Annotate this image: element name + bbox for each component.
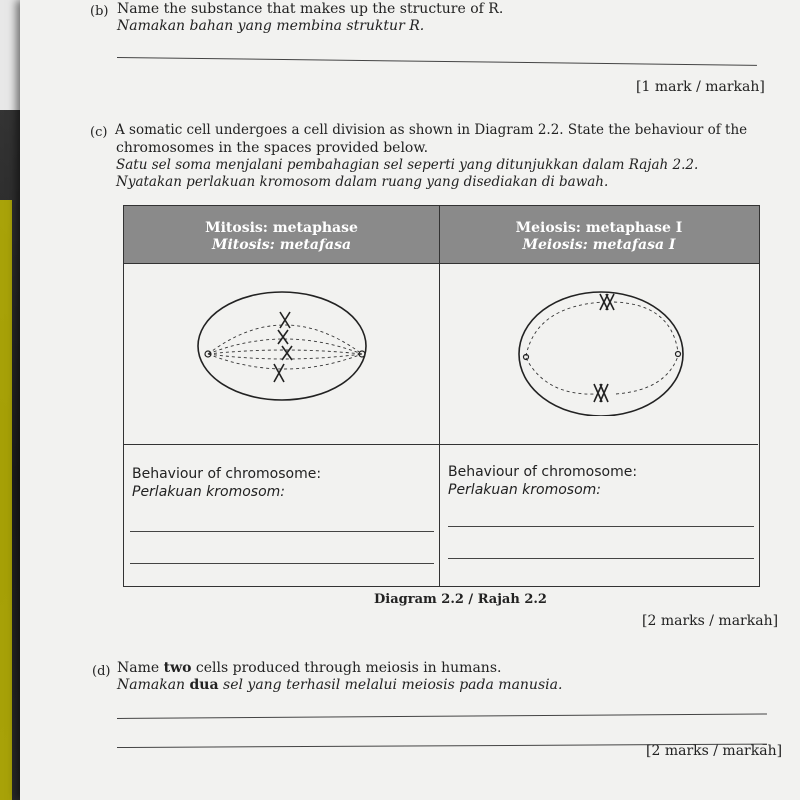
mitosis-behaviour-label-en: Behaviour of chromosome: xyxy=(132,466,322,482)
question-d-ms-post: sel yang terhasil melalui meiosis pada manusia. xyxy=(218,677,563,693)
mitosis-behaviour-label-ms: Perlakuan kromosom: xyxy=(132,484,286,500)
meiosis-answer-line-1[interactable] xyxy=(448,526,754,527)
mitosis-answer-line-2[interactable] xyxy=(130,563,434,564)
question-d-en-post: cells produced through meiosis in humans. xyxy=(191,660,502,676)
marks-c: [2 marks / markah] xyxy=(642,613,779,629)
background-pencil xyxy=(0,200,12,800)
table-header-meiosis xyxy=(439,206,759,264)
question-d-en-pre: Name xyxy=(117,660,164,676)
question-b-text-en: Name the substance that makes up the structure of R. xyxy=(117,1,504,17)
question-b-text-ms: Namakan bahan yang membina struktur R. xyxy=(117,18,425,34)
table-header-mitosis xyxy=(124,206,439,264)
meiosis-behaviour-label-ms: Perlakuan kromosom: xyxy=(448,482,602,498)
header-meiosis-en: Meiosis: metaphase I xyxy=(515,220,683,236)
mitosis-metaphase-cell-drawing xyxy=(194,284,374,402)
mitosis-answer-line-1[interactable] xyxy=(130,531,434,532)
question-c-text-en-1: A somatic cell undergoes a cell division as shown in Diagram 2.2. State the behaviour of the xyxy=(115,122,748,138)
meiosis-metaphase-i-cell-drawing xyxy=(516,286,686,416)
marks-b: [1 mark / markah] xyxy=(636,79,765,95)
question-c-text-ms-2: Nyatakan perlakuan kromosom dalam ruang yang disediakan di bawah. xyxy=(116,174,609,190)
header-meiosis-ms: Meiosis: metafasa I xyxy=(522,237,676,253)
question-c-text-en-2: chromosomes in the spaces provided below. xyxy=(116,140,429,156)
meiosis-answer-line-2[interactable] xyxy=(448,558,754,559)
question-d-label: (d) xyxy=(92,664,111,679)
header-mitosis-ms: Mitosis: metafasa xyxy=(211,237,352,253)
answer-line-d-1[interactable] xyxy=(117,713,767,719)
question-d-text-ms xyxy=(117,677,562,694)
question-d-ms-bold: dua xyxy=(189,677,219,693)
question-c-label: (c) xyxy=(90,125,108,140)
diagram-caption: Diagram 2.2 / Rajah 2.2 xyxy=(374,592,547,607)
meiosis-behaviour-label-en: Behaviour of chromosome: xyxy=(448,464,638,480)
question-d-en-bold: two xyxy=(163,660,192,676)
header-mitosis-en: Mitosis: metaphase xyxy=(205,220,358,236)
diagram-2-2-table xyxy=(123,205,760,587)
question-c-text-ms-1: Satu sel soma menjalani pembahagian sel seperti yang ditunjukkan dalam Rajah 2.2. xyxy=(116,157,699,173)
question-d-text-en xyxy=(117,660,501,677)
question-b-label: (b) xyxy=(90,4,109,19)
table-column-divider xyxy=(439,206,440,586)
marks-d: [2 marks / markah] xyxy=(646,743,783,759)
table-row-divider xyxy=(124,444,758,445)
question-d-ms-pre: Namakan xyxy=(117,677,190,693)
answer-line-b[interactable] xyxy=(117,57,757,66)
exam-page xyxy=(20,0,800,800)
